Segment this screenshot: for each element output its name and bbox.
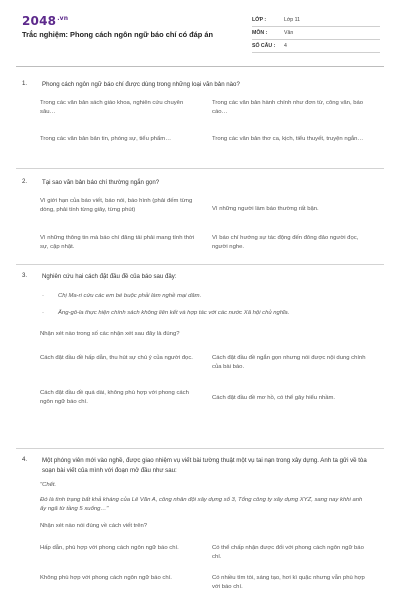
meta-key: MÔN : bbox=[252, 30, 268, 36]
header-divider bbox=[16, 66, 384, 67]
answer-option-b[interactable]: Vì những người làm báo thường rất bận. bbox=[212, 206, 319, 212]
meta-row-subject bbox=[252, 27, 380, 40]
question-separator bbox=[16, 264, 384, 265]
answer-option-c[interactable]: Cách đặt đầu đề quá dài, không phù hợp với phong cách ngôn ngữ báo chí. bbox=[40, 390, 189, 406]
answer-option-d[interactable]: Cách đặt đầu đề mơ hồ, có thể gây hiểu nhầm. bbox=[212, 395, 336, 401]
bullet-marker: · bbox=[42, 293, 44, 299]
answer-option-c[interactable]: Trong các văn bản bản tin, phóng sự, tiểu phẩm… bbox=[40, 136, 172, 142]
bullet-marker: · bbox=[42, 310, 44, 316]
answer-option-a[interactable]: Cách đặt đầu đề hấp dẫn, thu hút sự chú ý của người đọc. bbox=[40, 355, 193, 361]
meta-value: Lớp 11 bbox=[284, 17, 300, 23]
question-3 bbox=[22, 272, 382, 442]
answer-option-b[interactable]: Có thể chấp nhận được đối với phong cách ngôn ngữ báo chí. bbox=[212, 545, 364, 561]
logo-suffix: .vn bbox=[57, 15, 69, 22]
question-2 bbox=[22, 178, 382, 260]
meta-row-count bbox=[252, 40, 380, 53]
question-1 bbox=[22, 80, 382, 162]
question-text: Một phóng viên mới vào nghề, được giao nhiệm vụ viết bài tường thuật một vụ tai nạn trong xây dựng. Anh ta gửi về tòa soạn bài viết của mình với đoạn mở đầu như sau: bbox=[42, 457, 367, 474]
headline-example-2: Ăng-gô-la thực hiện chính sách không liên kết và hợp tác với các nước Xã hội chủ nghĩa. bbox=[58, 310, 290, 316]
logo-text: 2048 bbox=[22, 14, 57, 28]
question-separator bbox=[16, 448, 384, 449]
site-logo[interactable] bbox=[22, 14, 68, 28]
answer-option-a[interactable]: Vì giới hạn của báo viết, báo nói, báo hình (phải đếm từng dòng, phải tính từng giây, từng phút) bbox=[40, 198, 193, 214]
question-prompt: Nhận xét nào trong số các nhận xét sau đây là đúng? bbox=[40, 331, 180, 337]
meta-key: LỚP : bbox=[252, 17, 267, 23]
question-text: Tại sao văn bản báo chí thường ngắn gọn? bbox=[42, 179, 160, 186]
answer-option-d[interactable]: Có nhiều tìm tòi, sáng tạo, hơi kì quặc nhưng vẫn phù hợp với báo chí. bbox=[212, 575, 365, 591]
answer-option-a[interactable]: Trong các văn bản sách giáo khoa, nghiên cứu chuyên sâu… bbox=[40, 100, 184, 116]
meta-row-class bbox=[252, 14, 380, 27]
question-prompt: Nhận xét nào nói đúng về cách viết trên? bbox=[40, 523, 148, 529]
question-number: 2. bbox=[22, 178, 28, 185]
question-number: 4. bbox=[22, 456, 28, 463]
meta-value: Văn bbox=[284, 30, 294, 36]
article-quote-lead: "Chết. bbox=[40, 482, 57, 488]
page-title: Trắc nghiệm: Phong cách ngôn ngữ báo chí có đáp án bbox=[22, 30, 213, 39]
meta-key: SỐ CÂU : bbox=[252, 43, 276, 49]
answer-option-b[interactable]: Trong các văn bản hành chính như đơn từ, công văn, báo cáo… bbox=[212, 100, 364, 116]
answer-option-b[interactable]: Cách đặt đầu đề ngắn gọn nhưng nói được nội dung chính của bài báo. bbox=[212, 355, 366, 371]
question-number: 3. bbox=[22, 272, 28, 279]
question-separator bbox=[16, 168, 384, 169]
answer-option-c[interactable]: Không phù hợp với phong cách ngôn ngữ báo chí. bbox=[40, 575, 172, 581]
question-number: 1. bbox=[22, 80, 28, 87]
headline-example-1: Chị Ma-ri cứu các em bé buộc phải làm nghề mại dâm. bbox=[58, 293, 202, 299]
article-quote-body: Đó là tình trạng bất khả kháng của Lê Văn A, công nhân đội xây dựng số 3, Tổng công ty xây dựng XYZ, sang nay khhi anh ấy ngã từ tầng 5 xuống…" bbox=[40, 497, 363, 513]
answer-option-c[interactable]: Vì những thông tin mà báo chí đăng tải phải mang tính thời sự, cập nhật. bbox=[40, 235, 195, 251]
answer-option-a[interactable]: Hấp dẫn, phù hợp với phong cách ngôn ngữ báo chí. bbox=[40, 545, 179, 551]
question-text: Phong cách ngôn ngữ báo chí được dùng trong những loại văn bản nào? bbox=[42, 81, 240, 88]
answer-option-d[interactable]: Trong các văn bản thơ ca, kịch, tiểu thuyết, truyện ngắn… bbox=[212, 136, 364, 142]
question-4 bbox=[22, 456, 382, 600]
page-header bbox=[0, 0, 400, 64]
meta-table bbox=[252, 14, 380, 53]
question-text: Nghiên cứu hai cách đặt đầu đề của báo sau đây: bbox=[42, 273, 177, 280]
meta-value: 4 bbox=[284, 43, 287, 49]
answer-option-d[interactable]: Vì báo chí hướng sự tác động đến đông đảo người đọc, người nghe. bbox=[212, 235, 359, 251]
